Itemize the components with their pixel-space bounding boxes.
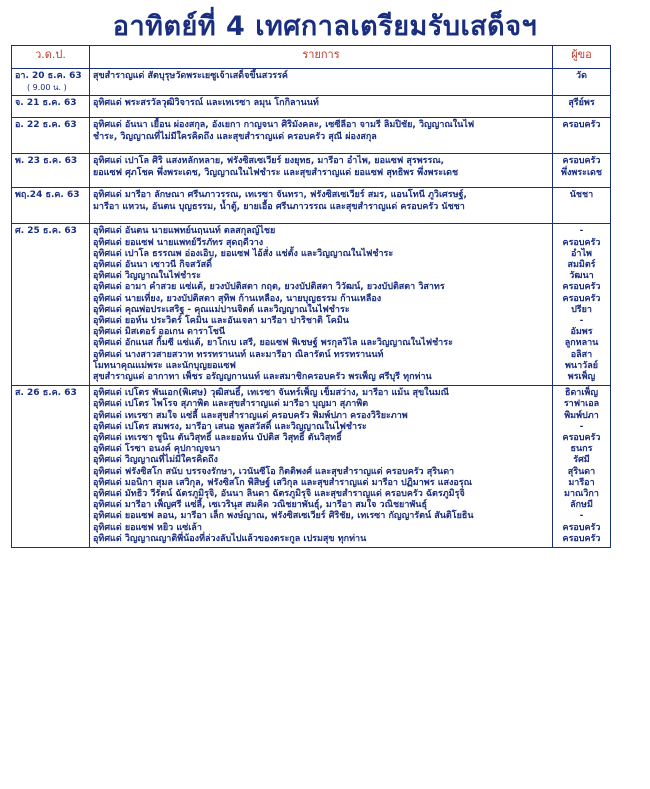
date-text: อ. 22 ธ.ค. 63 [15,120,77,131]
date-text: อา. 20 ธ.ค. 63 [15,71,82,81]
date-cell [12,188,90,224]
date-text: พ. 23 ธ.ค. 63 [15,156,78,167]
requester-cell: วัด [553,69,611,96]
requester-cell: ครอบครัว [553,118,611,154]
date-cell [12,69,90,96]
time-text: ( 9.00 น. ) [27,83,67,93]
header-date: ว.ด.ป. [12,46,90,69]
requester-cell: - ครอบครัว อำไพ สมมิตร์ วัฒนา ครอบครัว ครอบครัว ปรียา - อัมพร ลูกหลาน อลิสา พนาวัลย์ พรเพ็ญ [553,224,611,386]
requester-cell: นัชชา [553,188,611,224]
date-cell [12,224,90,386]
date-text: ศ. 25 ธ.ค. 63 [15,226,77,237]
requester-cell: สุรีย์พร [553,96,611,118]
date-cell [12,96,90,118]
date-cell [12,386,90,548]
table-row [12,154,611,188]
table-row [12,188,611,224]
page-title: อาทิตย์ที่ 4 เทศกาลเตรียมรับเสด็จฯ [112,11,538,42]
requester-cell: ครอบครัว พึ่งพระเดช [553,154,611,188]
date-text: จ. 21 ธ.ค. 63 [15,98,77,109]
events-cell: อุทิศแด่ มารีอา ลักษณา ศรีนภาวรรณ, เทเรซา จันทรา, ฟรังซิสเซเวียร์ สมร, แอนโทนี ภูวิเศรษฐ์, มารีอา แหวน, อันตน บุญธรรม, น้ำตู้, ยายเอื้อ ศรีนภาวรรณ และสุขสำราญแด่ ครอบครัว นัชชา [90,188,553,224]
events-cell: อุทิศแด่ อันนา เยื้อน ผ่องสกุล, อังเยกา กาญจนา ศิริมังคละ, เซซีลีอา จามรี ลิมปิชัย, วิญญาณในไฟ ชำระ, วิญญาณที่ไม่มีใครคิดถึง และสุขสำราญแด่ ครอบครัว สุณี ผ่องสกุล [90,118,553,154]
intentions-table [11,45,611,548]
table-row [12,96,611,118]
date-text: ส. 26 ธ.ค. 63 [15,388,77,399]
header-list: รายการ [90,46,553,69]
table-row [12,69,611,96]
requester-cell: ธิดาเพ็ญ ราฟาเอล พิมพ์ปภา - ครอบครัว ธนกร รัศมี สุรินดา มารีอา มาณวิกา ลักษมี - ครอบครัว ครอบครัว [553,386,611,548]
header-requester: ผู้ขอ [553,46,611,69]
date-cell [12,118,90,154]
events-cell: อุทิศแด่ เปาโล ศิริ แสงหลักหลาย, ฟรังซิสเซเวียร์ ยงยุทธ, มารีอา อำไพ, ยอแซฟ สุรพรรณ, ยอแซฟ ศุภโชค พึ่งพระเดช, วิญญาณในไฟชำระ และสุขสำราญแด่ ยอแซฟ สุทธิพร พึ่งพระเดช [90,154,553,188]
date-text: พฤ.24 ธ.ค. 63 [15,190,80,201]
table-row [12,386,611,548]
events-cell: อุทิศแด่ พระสรวัลวุฒิวิจารณ์ และเทเรซา ลมุน โกกิลานนท์ [90,96,553,118]
table-header-row [12,46,611,69]
events-cell: อุทิศแด่ เปโตร พันเอก(พิเศษ) วุฒิสนธิ์, เทเรซา จันทร์เพ็ญ เข็มสว่าง, มารีอา แม้น สุขในมณี อุทิศแด่ เปโตร ไพโรจ สุภาพิต และสุขสำราญแด่ มารีอา บุญมา สุภาพิต อุทิศแด่ เทเรซา สมใจ แซ่ลี้ และสุขสำราญแด่ ครอบครัว พิมพ์ปภา ครองวิริยะภาพ อุทิศแด่ เปโตร สมพรง, มารีอา เสนอ พูลสวัสดิ์ และวิญญาณในไฟชำระ อุทิศแด่ เทเรซา ชูนิน ตันวิสุทธิ์ และยอห์น บัปติส วิสุทธิ์ ตันวิสุทธิ์ อุทิศแด่ โรซา อนงค์ คุปกาญจนา อุทิศแด่ วิญญาณที่ไม่มีใครคิดถึง อุทิศแด่ ฟรังซิสโก สนับ บรรจงรักษา, เวนันซีโอ กิตติพงศ์ และสุขสำราญแด่ ครอบครัว สุรินดา อุทิศแด่ มอนิกา สุมล เสวิกุล, ฟรังซิสโก พิสิษฐ์ เสวิกุล และสุขสำราญแด่ มารีอา ปฏิมาพร แสงอรุณ อุทิศแด่ มัทธิว วีรัตน์ ฉัตรภูมิรุจิ, อันนา ลินดา ฉัตรภูมิรุจิ และสุขสำราญแด่ ครอบครัว ฉัตรภูมิรุจิ อุทิศแด่ มารีอา เพ็ญศรี แซ่ลี้, เซเวรินุส สมคิด วณิชยาพันธุ์, มารีอา สมใจ วณิชยาพันธุ์ อุทิศแด่ ยอแซฟ ลอน, มารีอา เล็ก พงษ์ญาณ, ฟรังซิสเซเวียร์ ศิริชัย, เทเรซา กัญญารัตน์ สันติโยธิน อุทิศแด่ ยอแซฟ หยิว แซ่เล้า อุทิศแด่ วิญญาณญาติพี่น้องที่ล่วงลับไปแล้วของตระกูล เปรมสุข ทุกท่าน [90,386,553,548]
date-cell [12,154,90,188]
events-cell: สุขสำราญแด่ สัตบุรุษวัดพระเยซูเจ้าเสด็จขึ้นสวรรค์ [90,69,553,96]
events-cell: อุทิศแด่ อันตน นายแพทย์นฤนนท์ ตลสกุลญ์ไชย อุทิศแด่ ยอแซฟ นายแพทย์วีรภัทร สุดฤดีวาง อุทิศแด่ เปาโล ธรรณพ อ่องเอิบ, ยอแซฟ ไอ้สั่ง แช่ตั้ง และวิญญาณในไฟชำระ อุทิศแด่ อันนา เซาวนี กิจสวัสดิ์ อุทิศแด่ วิญญาณในไฟชำระ อุทิศแด่ อามา คำสวย แซ่แต้, ยวงบัปติสตา กฤต, ยวงบัปติสตา วิวัฒน์, ยวงบัปติสตา วิสาทร อุทิศแด่ นายเที่ยง, ยวงบัปติสตา สุทิพ ก้านเหลือง, นายบุญธรรม ก้านเหลือง อุทิศแด่ คุณพ่อประเสริฐ - คุณแม่ปานจิตต์ และวิญญาณในไฟชำระ อุทิศแด่ ยอห์น ประวิตร์ โคมิน และอันเจลา มารีอา ปาริชาติ โคมิน อุทิศแด่ มิสเตอร์ ออเกน ดาราโชนี อุทิศแด่ อักแนส กิ้มซี แซ่แต้, ยาโกเบ เสรี, ยอแซฟ พิเชษฐ์ พรกุลวิไล และวิญญาณในไฟชำระ อุทิศแด่ นางสาวสายสวาท ทรรทรานนท์ และมารีอา ณิลารัตน์ ทรรทรานนท์ โมทนาคุณแม่พระ และนักบุญยอแซฟ สุขสำราญแด่ อากาทา เพ็ชร อรัญญกานนท์ และสมาชิกครอบครัว พรเพ็ญ ศรีบุรี ทุกท่าน [90,224,553,386]
table-row [12,118,611,154]
table-row [12,224,611,386]
